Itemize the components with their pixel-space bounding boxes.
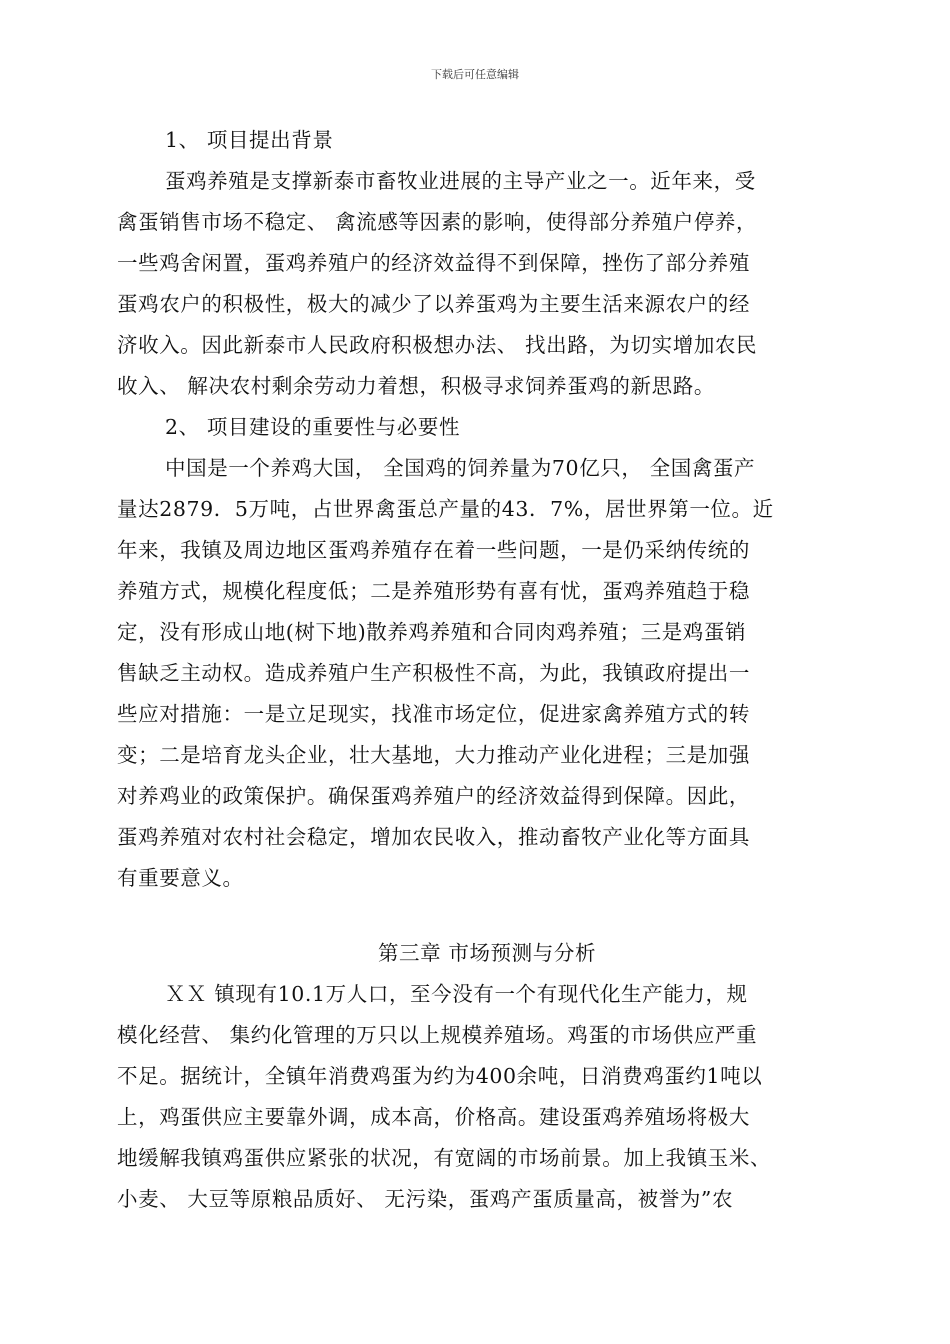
page-header: 下载后可任意编辑 bbox=[431, 68, 519, 81]
paragraph-line: 蛋鸡养殖对农村社会稳定，增加农民收入，推动畜牧产业化等方面具 bbox=[117, 825, 750, 849]
paragraph-line: 变；二是培育龙头企业，壮大基地，大力推动产业化进程；三是加强 bbox=[117, 743, 750, 767]
paragraph-line: 量达2879．5万吨，占世界禽蛋总产量的43．7%，居世界第一位。近 bbox=[117, 497, 774, 521]
paragraph-line: 有重要意义。 bbox=[117, 866, 244, 890]
chapter-title: 第三章 市场预测与分析 bbox=[377, 941, 597, 965]
paragraph-line: 小麦、 大豆等原粮品质好、 无污染，蛋鸡产蛋质量高，被誉为”农 bbox=[117, 1187, 734, 1211]
paragraph-line: 一些鸡舍闲置，蛋鸡养殖户的经济效益得不到保障，挫伤了部分养殖 bbox=[117, 251, 750, 275]
paragraph-line: 地缓解我镇鸡蛋供应紧张的状况，有宽阔的市场前景。加上我镇玉米、 bbox=[117, 1146, 772, 1170]
paragraph-line: 年来，我镇及周边地区蛋鸡养殖存在着一些问题，一是仍采纳传统的 bbox=[117, 538, 750, 562]
paragraph-line: 售缺乏主动权。造成养殖户生产积极性不高，为此，我镇政府提出一 bbox=[117, 661, 750, 685]
paragraph-line: 收入、 解决农村剩余劳动力着想，积极寻求饲养蛋鸡的新思路。 bbox=[117, 374, 715, 398]
chapter-spacer bbox=[117, 899, 833, 915]
paragraph-line: 养殖方式，规模化程度低；二是养殖形势有喜有忧，蛋鸡养殖趋于稳 bbox=[117, 579, 750, 603]
paragraph-line: 中国是一个养鸡大国， 全国鸡的饲养量为70亿只， 全国禽蛋产 bbox=[165, 456, 756, 480]
paragraph-line: 模化经营、 集约化管理的万只以上规模养殖场。鸡蛋的市场供应严重 bbox=[117, 1023, 758, 1047]
paragraph-line: 蛋鸡养殖是支撑新泰市畜牧业进展的主导产业之一。近年来，受 bbox=[165, 169, 756, 193]
paragraph-line: 些应对措施：一是立足现实，找准市场定位，促进家禽养殖方式的转 bbox=[117, 702, 750, 726]
document-body bbox=[117, 120, 833, 1220]
paragraph-line: 定，没有形成山地(树下地)散养鸡养殖和合同肉鸡养殖；三是鸡蛋销 bbox=[117, 620, 747, 644]
paragraph-line: 不足。据统计，全镇年消费鸡蛋为约为400余吨，日消费鸡蛋约1吨以 bbox=[117, 1064, 763, 1088]
paragraph-line: 上，鸡蛋供应主要靠外调，成本高，价格高。建设蛋鸡养殖场将极大 bbox=[117, 1105, 750, 1129]
paragraph-line: 对养鸡业的政策保护。确保蛋鸡养殖户的经济效益得到保障。因此， bbox=[117, 784, 750, 808]
paragraph-line: ＸＸ 镇现有10.1万人口，至今没有一个有现代化生产能力，规 bbox=[165, 982, 748, 1006]
section-heading: 2、 项目建设的重要性与必要性 bbox=[165, 415, 461, 439]
paragraph-line: 济收入。因此新泰市人民政府积极想办法、 找出路，为切实增加农民 bbox=[117, 333, 758, 357]
paragraph-line: 蛋鸡农户的积极性，极大的减少了以养蛋鸡为主要生活来源农户的经 bbox=[117, 292, 750, 316]
paragraph-line: 禽蛋销售市场不稳定、 禽流感等因素的影响，使得部分养殖户停养， bbox=[117, 210, 758, 234]
section-heading: 1、 项目提出背景 bbox=[165, 128, 334, 152]
